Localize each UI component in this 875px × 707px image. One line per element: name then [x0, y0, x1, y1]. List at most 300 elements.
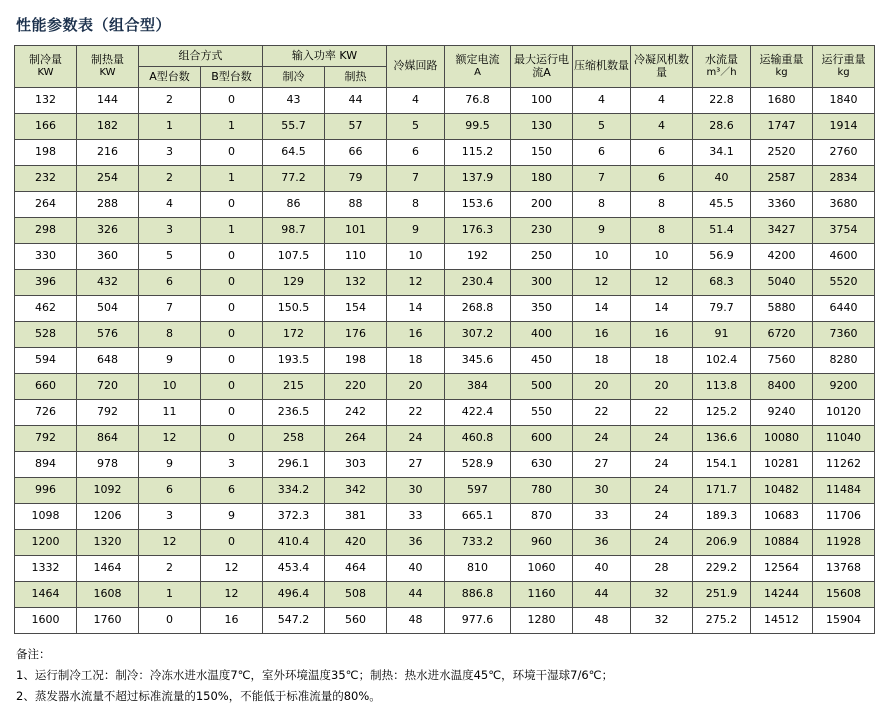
- table-cell: 1: [139, 113, 201, 139]
- table-cell: 1098: [15, 503, 77, 529]
- col-combo-b-count: B型台数: [201, 66, 263, 87]
- table-cell: 264: [325, 425, 387, 451]
- table-cell: 216: [77, 139, 139, 165]
- table-row: [15, 529, 875, 555]
- table-cell: 381: [325, 503, 387, 529]
- table-cell: 182: [77, 113, 139, 139]
- table-cell: 4200: [751, 243, 813, 269]
- table-cell: 16: [631, 321, 693, 347]
- table-cell: 0: [201, 425, 263, 451]
- table-cell: 0: [201, 529, 263, 555]
- table-cell: 36: [387, 529, 445, 555]
- table-cell: 11928: [813, 529, 875, 555]
- table-cell: 1914: [813, 113, 875, 139]
- table-cell: 102.4: [693, 347, 751, 373]
- table-cell: 7360: [813, 321, 875, 347]
- table-cell: 166: [15, 113, 77, 139]
- table-cell: 14512: [751, 607, 813, 633]
- table-cell: 5: [387, 113, 445, 139]
- table-row: [15, 399, 875, 425]
- table-row: [15, 373, 875, 399]
- table-cell: 2520: [751, 139, 813, 165]
- table-cell: 10: [387, 243, 445, 269]
- col-water-flow-unit: m³／h: [694, 67, 749, 80]
- table-cell: 9: [139, 347, 201, 373]
- table-cell: 3680: [813, 191, 875, 217]
- table-cell: 12564: [751, 555, 813, 581]
- table-cell: 8: [631, 191, 693, 217]
- table-row: [15, 295, 875, 321]
- table-cell: 960: [511, 529, 573, 555]
- table-cell: 1: [139, 581, 201, 607]
- table-cell: 1060: [511, 555, 573, 581]
- table-cell: 0: [201, 295, 263, 321]
- table-cell: 129: [263, 269, 325, 295]
- table-cell: 98.7: [263, 217, 325, 243]
- table-cell: 206.9: [693, 529, 751, 555]
- table-cell: 91: [693, 321, 751, 347]
- table-cell: 894: [15, 451, 77, 477]
- table-cell: 16: [573, 321, 631, 347]
- table-cell: 432: [77, 269, 139, 295]
- table-cell: 8: [139, 321, 201, 347]
- table-cell: 14: [631, 295, 693, 321]
- table-cell: 2760: [813, 139, 875, 165]
- table-cell: 172: [263, 321, 325, 347]
- table-cell: 10: [139, 373, 201, 399]
- table-cell: 307.2: [445, 321, 511, 347]
- table-cell: 12: [139, 425, 201, 451]
- table-row: [15, 581, 875, 607]
- table-cell: 6: [631, 165, 693, 191]
- table-cell: 144: [77, 87, 139, 113]
- table-cell: 6: [139, 269, 201, 295]
- col-heating-capacity: [77, 46, 139, 88]
- table-cell: 345.6: [445, 347, 511, 373]
- table-cell: 360: [77, 243, 139, 269]
- col-max-running-current: [511, 46, 573, 88]
- table-cell: 400: [511, 321, 573, 347]
- table-cell: 0: [139, 607, 201, 633]
- table-cell: 0: [201, 399, 263, 425]
- table-cell: 125.2: [693, 399, 751, 425]
- table-cell: 2: [139, 87, 201, 113]
- table-cell: 342: [325, 477, 387, 503]
- table-cell: 3: [139, 217, 201, 243]
- table-cell: 8: [387, 191, 445, 217]
- table-cell: 4: [631, 113, 693, 139]
- table-cell: 48: [387, 607, 445, 633]
- table-cell: 232: [15, 165, 77, 191]
- table-cell: 27: [387, 451, 445, 477]
- table-cell: 1760: [77, 607, 139, 633]
- table-cell: 6: [139, 477, 201, 503]
- col-cooling-capacity-unit: KW: [16, 67, 75, 80]
- table-cell: 275.2: [693, 607, 751, 633]
- col-power-heating: 制热: [325, 66, 387, 87]
- table-cell: 0: [201, 139, 263, 165]
- table-cell: 110: [325, 243, 387, 269]
- table-row: [15, 243, 875, 269]
- table-cell: 56.9: [693, 243, 751, 269]
- col-refrigerant-circuit-label: 冷媒回路: [394, 59, 438, 72]
- table-cell: 8: [573, 191, 631, 217]
- table-cell: 460.8: [445, 425, 511, 451]
- page-title: 性能参数表（组合型）: [16, 14, 836, 35]
- note-item-1: 1、运行制冷工况：制冷：冷冻水进水温度7℃，室外环境温度35℃；制热：热水进水温度45℃，环境干湿球7/6℃；: [16, 665, 836, 686]
- table-cell: 33: [573, 503, 631, 529]
- table-cell: 372.3: [263, 503, 325, 529]
- table-cell: 20: [631, 373, 693, 399]
- table-cell: 1464: [15, 581, 77, 607]
- table-cell: 30: [573, 477, 631, 503]
- table-cell: 6720: [751, 321, 813, 347]
- table-head: [15, 46, 875, 88]
- table-cell: 12: [387, 269, 445, 295]
- table-cell: 251.9: [693, 581, 751, 607]
- table-cell: 300: [511, 269, 573, 295]
- table-cell: 264: [15, 191, 77, 217]
- table-cell: 132: [325, 269, 387, 295]
- table-cell: 396: [15, 269, 77, 295]
- table-cell: 22: [631, 399, 693, 425]
- table-cell: 810: [445, 555, 511, 581]
- col-rated-current-label: 额定电流: [456, 53, 500, 66]
- table-cell: 22: [573, 399, 631, 425]
- table-cell: 10080: [751, 425, 813, 451]
- table-cell: 14: [387, 295, 445, 321]
- table-cell: 15608: [813, 581, 875, 607]
- table-cell: 864: [77, 425, 139, 451]
- table-cell: 180: [511, 165, 573, 191]
- table-cell: 171.7: [693, 477, 751, 503]
- table-cell: 7: [139, 295, 201, 321]
- col-water-flow-label: 水流量: [705, 53, 738, 66]
- table-cell: 7: [573, 165, 631, 191]
- table-cell: 1747: [751, 113, 813, 139]
- table-cell: 88: [325, 191, 387, 217]
- table-cell: 24: [387, 425, 445, 451]
- table-cell: 45.5: [693, 191, 751, 217]
- table-cell: 1160: [511, 581, 573, 607]
- col-operating-weight-unit: kg: [814, 67, 873, 80]
- table-cell: 11: [139, 399, 201, 425]
- table-row: [15, 87, 875, 113]
- col-operating-weight-label: 运行重量: [822, 53, 866, 66]
- table-cell: 150: [511, 139, 573, 165]
- table-cell: 258: [263, 425, 325, 451]
- table-cell: 12: [573, 269, 631, 295]
- table-row: [15, 607, 875, 633]
- notes-section: [14, 644, 836, 707]
- table-cell: 43: [263, 87, 325, 113]
- table-cell: 11484: [813, 477, 875, 503]
- table-cell: 113.8: [693, 373, 751, 399]
- table-row: [15, 191, 875, 217]
- table-cell: 77.2: [263, 165, 325, 191]
- table-cell: 150.5: [263, 295, 325, 321]
- table-cell: 422.4: [445, 399, 511, 425]
- table-cell: 384: [445, 373, 511, 399]
- table-cell: 136.6: [693, 425, 751, 451]
- table-cell: 236.5: [263, 399, 325, 425]
- table-cell: 504: [77, 295, 139, 321]
- table-cell: 24: [573, 425, 631, 451]
- table-cell: 560: [325, 607, 387, 633]
- table-cell: 2: [139, 165, 201, 191]
- table-cell: 99.5: [445, 113, 511, 139]
- table-cell: 420: [325, 529, 387, 555]
- table-cell: 5: [573, 113, 631, 139]
- table-cell: 8400: [751, 373, 813, 399]
- table-cell: 10281: [751, 451, 813, 477]
- table-row: [15, 217, 875, 243]
- col-operating-weight: [813, 46, 875, 88]
- table-cell: 500: [511, 373, 573, 399]
- table-cell: 192: [445, 243, 511, 269]
- col-heating-capacity-label: 制热量: [91, 53, 124, 66]
- table-cell: 14: [573, 295, 631, 321]
- table-cell: 3427: [751, 217, 813, 243]
- table-row: [15, 425, 875, 451]
- table-cell: 1840: [813, 87, 875, 113]
- table-cell: 48: [573, 607, 631, 633]
- table-cell: 996: [15, 477, 77, 503]
- table-cell: 32: [631, 607, 693, 633]
- table-cell: 0: [201, 347, 263, 373]
- table-cell: 3: [201, 451, 263, 477]
- col-heating-capacity-unit: KW: [78, 67, 137, 80]
- table-cell: 27: [573, 451, 631, 477]
- table-cell: 977.6: [445, 607, 511, 633]
- table-cell: 3: [139, 139, 201, 165]
- table-cell: 6: [573, 139, 631, 165]
- col-cooling-capacity-label: 制冷量: [29, 53, 62, 66]
- table-cell: 132: [15, 87, 77, 113]
- table-cell: 1200: [15, 529, 77, 555]
- table-cell: 51.4: [693, 217, 751, 243]
- table-cell: 5520: [813, 269, 875, 295]
- table-cell: 189.3: [693, 503, 751, 529]
- table-cell: 1280: [511, 607, 573, 633]
- table-cell: 600: [511, 425, 573, 451]
- table-cell: 3360: [751, 191, 813, 217]
- table-cell: 1: [201, 165, 263, 191]
- table-cell: 8280: [813, 347, 875, 373]
- table-cell: 3754: [813, 217, 875, 243]
- table-cell: 15904: [813, 607, 875, 633]
- table-cell: 24: [631, 503, 693, 529]
- table-cell: 176.3: [445, 217, 511, 243]
- table-cell: 550: [511, 399, 573, 425]
- col-refrigerant-circuit: [387, 46, 445, 88]
- table-cell: 330: [15, 243, 77, 269]
- table-cell: 1206: [77, 503, 139, 529]
- table-cell: 10884: [751, 529, 813, 555]
- table-cell: 28: [631, 555, 693, 581]
- table-cell: 5040: [751, 269, 813, 295]
- table-cell: 6: [201, 477, 263, 503]
- col-input-power-label: 输入功率 KW: [292, 49, 357, 62]
- table-cell: 200: [511, 191, 573, 217]
- table-cell: 9: [573, 217, 631, 243]
- table-cell: 0: [201, 373, 263, 399]
- table-cell: 66: [325, 139, 387, 165]
- table-cell: 11706: [813, 503, 875, 529]
- table-cell: 780: [511, 477, 573, 503]
- table-cell: 230: [511, 217, 573, 243]
- col-cooling-capacity: [15, 46, 77, 88]
- table-cell: 40: [573, 555, 631, 581]
- table-cell: 10: [631, 243, 693, 269]
- table-row: [15, 347, 875, 373]
- table-cell: 0: [201, 321, 263, 347]
- col-combination-method-label: 组合方式: [179, 49, 223, 62]
- table-cell: 230.4: [445, 269, 511, 295]
- col-compressor-count: [573, 46, 631, 88]
- table-cell: 10482: [751, 477, 813, 503]
- table-cell: 30: [387, 477, 445, 503]
- table-cell: 22.8: [693, 87, 751, 113]
- table-cell: 0: [201, 191, 263, 217]
- table-cell: 11040: [813, 425, 875, 451]
- table-cell: 7: [387, 165, 445, 191]
- table-cell: 68.3: [693, 269, 751, 295]
- col-shipping-weight: [751, 46, 813, 88]
- table-cell: 64.5: [263, 139, 325, 165]
- table-cell: 792: [15, 425, 77, 451]
- table-cell: 20: [573, 373, 631, 399]
- table-row: [15, 451, 875, 477]
- note-item-2: 2、蒸发器水流量不超过标准流量的150%，不能低于标准流量的80%。: [16, 686, 836, 707]
- table-cell: 2587: [751, 165, 813, 191]
- table-cell: 0: [201, 269, 263, 295]
- col-combination-method: [139, 46, 263, 67]
- table-cell: 79.7: [693, 295, 751, 321]
- header-row-top: [15, 46, 875, 67]
- table-cell: 32: [631, 581, 693, 607]
- table-cell: 528.9: [445, 451, 511, 477]
- table-cell: 720: [77, 373, 139, 399]
- table-cell: 254: [77, 165, 139, 191]
- table-cell: 36: [573, 529, 631, 555]
- table-cell: 153.6: [445, 191, 511, 217]
- table-cell: 496.4: [263, 581, 325, 607]
- table-cell: 242: [325, 399, 387, 425]
- table-cell: 154: [325, 295, 387, 321]
- table-row: [15, 503, 875, 529]
- table-cell: 1320: [77, 529, 139, 555]
- table-cell: 508: [325, 581, 387, 607]
- table-cell: 14244: [751, 581, 813, 607]
- table-cell: 55.7: [263, 113, 325, 139]
- table-cell: 16: [201, 607, 263, 633]
- col-condenser-fan-count-label: 冷凝风机数量: [634, 53, 689, 80]
- table-cell: 34.1: [693, 139, 751, 165]
- table-cell: 288: [77, 191, 139, 217]
- table-cell: 18: [387, 347, 445, 373]
- table-cell: 0: [201, 243, 263, 269]
- table-cell: 6440: [813, 295, 875, 321]
- table-cell: 576: [77, 321, 139, 347]
- table-cell: 733.2: [445, 529, 511, 555]
- table-cell: 40: [387, 555, 445, 581]
- table-cell: 597: [445, 477, 511, 503]
- table-cell: 886.8: [445, 581, 511, 607]
- table-cell: 268.8: [445, 295, 511, 321]
- table-cell: 12: [139, 529, 201, 555]
- table-cell: 648: [77, 347, 139, 373]
- table-cell: 334.2: [263, 477, 325, 503]
- table-cell: 24: [631, 529, 693, 555]
- table-cell: 10: [573, 243, 631, 269]
- table-cell: 24: [631, 425, 693, 451]
- table-cell: 154.1: [693, 451, 751, 477]
- table-cell: 6: [387, 139, 445, 165]
- table-cell: 24: [631, 451, 693, 477]
- performance-table: [14, 45, 875, 634]
- table-cell: 9240: [751, 399, 813, 425]
- table-cell: 528: [15, 321, 77, 347]
- col-water-flow: [693, 46, 751, 88]
- table-body: [15, 87, 875, 633]
- table-row: [15, 165, 875, 191]
- table-row: [15, 321, 875, 347]
- col-rated-current: [445, 46, 511, 88]
- table-cell: 44: [325, 87, 387, 113]
- table-cell: 8: [631, 217, 693, 243]
- table-cell: 11262: [813, 451, 875, 477]
- table-cell: 24: [631, 477, 693, 503]
- table-cell: 5: [139, 243, 201, 269]
- table-cell: 215: [263, 373, 325, 399]
- table-cell: 630: [511, 451, 573, 477]
- table-cell: 220: [325, 373, 387, 399]
- col-compressor-count-label: 压缩机数量: [574, 59, 629, 72]
- table-cell: 3: [139, 503, 201, 529]
- table-cell: 726: [15, 399, 77, 425]
- table-cell: 44: [387, 581, 445, 607]
- table-cell: 792: [77, 399, 139, 425]
- table-cell: 10120: [813, 399, 875, 425]
- table-cell: 4600: [813, 243, 875, 269]
- table-cell: 9: [201, 503, 263, 529]
- table-cell: 326: [77, 217, 139, 243]
- col-rated-current-unit: A: [446, 67, 509, 80]
- table-row: [15, 555, 875, 581]
- table-cell: 547.2: [263, 607, 325, 633]
- col-max-running-current-label: 最大运行电流A: [514, 53, 569, 80]
- table-cell: 594: [15, 347, 77, 373]
- col-power-cooling: 制冷: [263, 66, 325, 87]
- table-cell: 18: [573, 347, 631, 373]
- col-condenser-fan-count: [631, 46, 693, 88]
- table-cell: 1600: [15, 607, 77, 633]
- col-combo-a-count: A型台数: [139, 66, 201, 87]
- table-cell: 86: [263, 191, 325, 217]
- table-cell: 1: [201, 113, 263, 139]
- table-cell: 13768: [813, 555, 875, 581]
- table-cell: 33: [387, 503, 445, 529]
- table-cell: 660: [15, 373, 77, 399]
- table-cell: 12: [631, 269, 693, 295]
- table-cell: 4: [573, 87, 631, 113]
- table-cell: 350: [511, 295, 573, 321]
- table-cell: 40: [693, 165, 751, 191]
- table-row: [15, 477, 875, 503]
- table-cell: 9: [387, 217, 445, 243]
- table-cell: 76.8: [445, 87, 511, 113]
